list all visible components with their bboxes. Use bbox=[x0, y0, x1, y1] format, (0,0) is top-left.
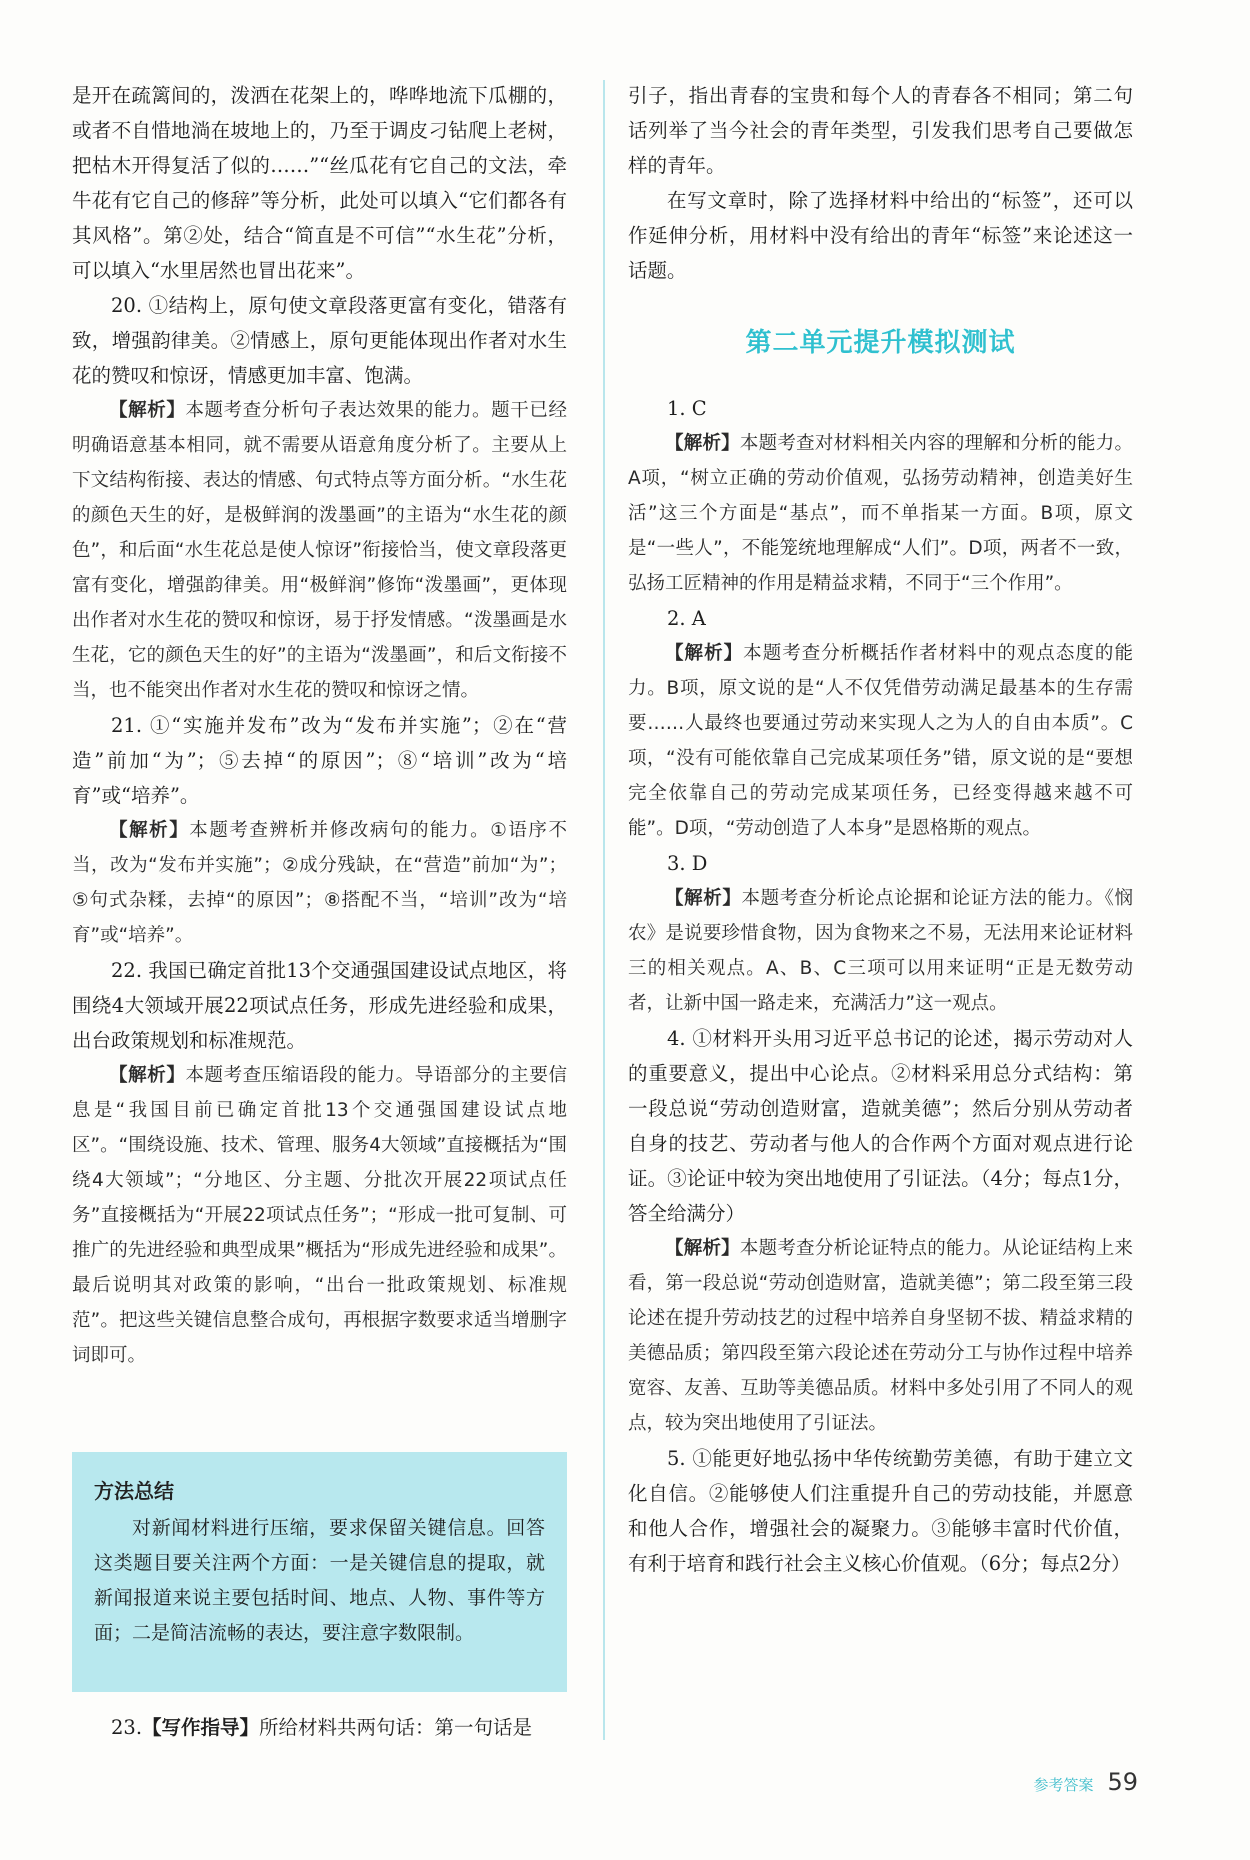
answer-21: 21. ①“实施并发布”改为“发布并实施”；②在“营造”前加“为”；⑤去掉“的原因”；⑧“培训”改为“培育”或“培养”。 bbox=[72, 714, 567, 807]
analysis-label: 【解析】 bbox=[665, 888, 742, 909]
answer-4: 4. ①材料开头用习近平总书记的论述，揭示劳动对人的重要意义，提出中心论点。②材料采用总分式结构：第一段总说“劳动创造财富，造就美德”；然后分别从劳动者自身的技艺、劳动者与他人的合作两个方面对观点进行论证。③论证中较为突出地使用了引证法。（4分；每点1分，答全给满分） bbox=[628, 1027, 1133, 1225]
answer-22: 22. 我国已确定首批13个交通强国建设试点地区，将围绕4大领域开展22项试点任务，形成先进经验和成果，出台政策规划和标准规范。 bbox=[72, 959, 567, 1052]
analysis-label: 【解析】 bbox=[665, 433, 740, 454]
analysis-label: 【解析】 bbox=[109, 820, 190, 841]
analysis-label: 【解析】 bbox=[665, 1238, 740, 1259]
analysis-4: 【解析】本题考查分析论证特点的能力。从论证结构上来看，第一段总说“劳动创造财富，造就美德”；第二段至第三段论述在提升劳动技艺的过程中培养自身坚韧不拔、精益求精的美德品质；第四段至第六段论述在劳动分工与协作过程中培养宽容、友善、互助等美德品质。材料中多处引用了不同人的观点，较为突出地使用了引证法。 bbox=[628, 1238, 1133, 1434]
analysis-label: 【解析】 bbox=[665, 643, 744, 664]
right-column bbox=[628, 78, 1133, 1581]
analysis-1: 【解析】本题考查对材料相关内容的理解和分析的能力。A项，“树立正确的劳动价值观，弘扬劳动精神，创造美好生活”这三个方面是“基点”，而不单指某一方面。B项，原文是“一些人”，不能笼统地理解成“人们”。D项，两者不一致，弘扬工匠精神的作用是精益求精，不同于“三个作用”。 bbox=[628, 433, 1133, 594]
answer-19-continued: 是开在疏篱间的，泼洒在花架上的，哗哗地流下瓜棚的，或者不自惜地淌在坡地上的，乃至于调皮刁钻爬上老树，把枯木开得复活了似的……”“丝瓜花有它自己的文法，牵牛花有它自己的修辞”等分析，此处可以填入“它们都各有其风格”。第②处，结合“简直是不可信”“水生花”分析，可以填入“水里居然也冒出花来”。 bbox=[72, 84, 567, 282]
answer-23-continued: 引子，指出青春的宝贵和每个人的青春各不相同；第二句话列举了当今社会的青年类型，引发我们思考自己要做怎样的青年。 bbox=[628, 84, 1133, 177]
column-divider bbox=[603, 80, 605, 1740]
analysis-3: 【解析】本题考查分析论点论据和论证方法的能力。《悯农》是说要珍惜食物，因为食物来之不易，无法用来论证材料三的相关观点。A、B、C三项可以用来证明“正是无数劳动者，让新中国一路走来，充满活力”这一观点。 bbox=[628, 888, 1133, 1014]
method-summary-box bbox=[72, 1452, 567, 1692]
answer-20: 20. ①结构上，原句使文章段落更富有变化，错落有致，增强韵律美。②情感上，原句更能体现出作者对水生花的赞叹和惊讶，情感更加丰富、饱满。 bbox=[72, 294, 567, 387]
left-column bbox=[72, 78, 567, 1373]
answer-1: 1. C bbox=[667, 397, 707, 420]
answer-2: 2. A bbox=[667, 607, 706, 630]
answer-5: 5. ①能更好地弘扬中华传统勤劳美德，有助于建立文化自信。②能够使人们注重提升自己的劳动技能，并愿意和他人合作，增强社会的凝聚力。③能够丰富时代价值，有利于培育和践行社会主义核心价值观。（6分；每点2分） bbox=[628, 1447, 1133, 1575]
footer-label: 参考答案 bbox=[1033, 1776, 1094, 1794]
unit-title: 第二单元提升模拟测试 bbox=[745, 328, 1016, 358]
answer-3: 3. D bbox=[667, 852, 708, 875]
analysis-22: 【解析】本题考查压缩语段的能力。导语部分的主要信息是“我国目前已确定首批13个交通强国建设试点地区”。“围绕设施、技术、管理、服务4大领域”直接概括为“围绕4大领域”；“分地区、分主题、分批次开展22项试点任务”直接概括为“开展22项试点任务”；“形成一批可复制、可推广的先进经验和典型成果”概括为“形成先进经验和成果”。最后说明其对政策的影响，“出台一批政策规划、标准规范”。把这些关键信息整合成句，再根据字数要求适当增删字词即可。 bbox=[72, 1065, 567, 1366]
answer-23-number: 23. bbox=[111, 1716, 143, 1739]
analysis-label: 【解析】 bbox=[109, 1065, 186, 1086]
analysis-label: 【解析】 bbox=[109, 400, 186, 421]
analysis-20: 【解析】本题考查分析句子表达效果的能力。题干已经明确语意基本相同，就不需要从语意角度分析了。主要从上下文结构衔接、表达的情感、句式特点等方面分析。“水生花的颜色天生的好，是极鲜润的泼墨画”的主语为“水生花的颜色”，和后面“水生花总是使人惊讶”衔接恰当，使文章段落更富有变化，增强韵律美。用“极鲜润”修饰“泼墨画”，更体现出作者对水生花的赞叹和惊讶，易于抒发情感。“泼墨画是水生花，它的颜色天生的好”的主语为“泼墨画”，和后文衔接不当，也不能突出作者对水生花的赞叹和惊讶之情。 bbox=[72, 400, 567, 701]
analysis-21: 【解析】本题考查辨析并修改病句的能力。①语序不当，改为“发布并实施”；②成分残缺，在“营造”前加“为”；⑤句式杂糅，去掉“的原因”；⑧搭配不当，“培训”改为“培育”或“培养”。 bbox=[72, 820, 567, 946]
page-footer bbox=[1033, 1768, 1138, 1796]
method-summary-title: 方法总结 bbox=[94, 1479, 174, 1503]
answer-23-continued-2: 在写文章时，除了选择材料中给出的“标签”，还可以作延伸分析，用材料中没有给出的青年“标签”来论述这一话题。 bbox=[628, 189, 1133, 282]
analysis-2: 【解析】本题考查分析概括作者材料中的观点态度的能力。B项，原文说的是“人不仅凭借劳动满足最基本的生存需要……人最终也要通过劳动来实现人之为人的自由本质”。C项，“没有可能依靠自己完成某项任务”错，原文说的是“要想完全依靠自己的劳动完成某项任务，已经变得越来越不可能”。D项，“劳动创造了人本身”是恩格斯的观点。 bbox=[628, 643, 1133, 839]
page-number: 59 bbox=[1107, 1768, 1138, 1796]
answer-23 bbox=[72, 1710, 567, 1745]
answer-23-text: 所给材料共两句话：第一句话是 bbox=[259, 1716, 533, 1739]
writing-guide-label: 【写作指导】 bbox=[142, 1716, 260, 1739]
method-summary-text: 对新闻材料进行压缩，要求保留关键信息。回答这类题目要关注两个方面：一是关键信息的提取，就新闻报道来说主要包括时间、地点、人物、事件等方面；二是简洁流畅的表达，要注意字数限制。 bbox=[94, 1517, 545, 1644]
